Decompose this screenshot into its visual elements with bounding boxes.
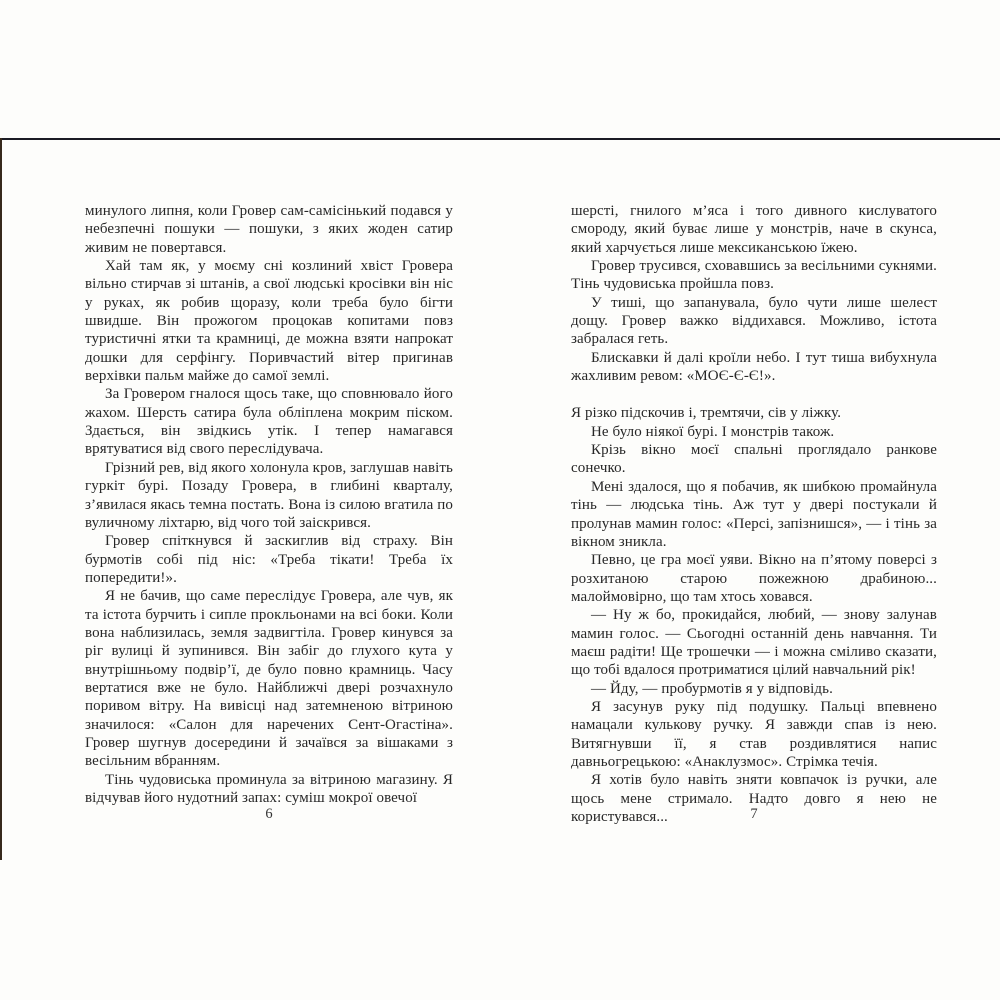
paragraph: Грізний рев, від якого холонула кров, заглушав навіть гуркіт бурі. Позаду Гровера, в глибині кварталу, з’явилася якась темна постать. Вона із силою вгатила по вуличному ліхтарю, від чого той заіскрився. xyxy=(85,459,453,531)
paragraph: Я не бачив, що саме переслідує Гровера, але чув, як та істота бурчить і сипле прокльонами на всі боки. Коли вона наблизилась, земля задвигтіла. Гровер кинувся за ріг вулиці й зупинився. Він забіг до глухого кута у внутрішньому подвір’ї, де було повно крамниць. Часу вертатися вже не було. Найближчі двері розчахнуло поривом вітру. На вивісці над затемненою вітриною значилося: «Салон для наречених Сент-Огастіна». Гровер шугнув досередини й зачаївся за вішаками з весільним вбранням. xyxy=(85,588,453,770)
paragraph: Тінь чудовиська проминула за вітриною магазину. Я відчував його нудотний запах: суміш мокрої овечої xyxy=(85,771,453,806)
paragraph: Крізь вікно моєї спальні проглядало ранкове сонечко. xyxy=(571,442,937,477)
paragraph: У тиші, що запанувала, було чути лише шелест дощу. Гровер важко віддихався. Можливо, істота забралася геть. xyxy=(571,294,937,348)
paragraph: Гровер спіткнувся й заскиглив від страху. Він бурмотів собі під ніс: «Треба тікати! Треба їх попередити!». xyxy=(85,533,453,586)
paragraph: Блискавки й далі кроїли небо. І тут тиша вибухнула жахливим ревом: «МОЄ-Є-Є!». xyxy=(571,349,937,385)
paragraph-scene-break: Я різко підскочив і, тремтячи, сів у ліжку. xyxy=(571,405,842,422)
page-number-right: 7 xyxy=(750,806,758,822)
page-number-left: 6 xyxy=(265,806,273,822)
paragraph: шерсті, гнилого м’яса і того дивного кислуватого смороду, який буває лише у монстрів, наче в скунса, який харчується лише мексиканською їжею. xyxy=(571,203,937,256)
scan-top-edge-line xyxy=(0,138,1000,140)
paragraph: Я засунув руку під подушку. Пальці впевнено намацали кулькову ручку. Я завжди спав із нею. Витягнувши її, я став роздивлятися напис давньогрецькою: «Анаклузмос». Стрімка течія. xyxy=(571,698,937,770)
paragraph: Я хотів було навіть зняти ковпачок із ручки, але щось мене стримало. Надто довго я нею не користувався... xyxy=(571,772,937,825)
scan-left-edge-line xyxy=(0,138,2,860)
page-left-text-column xyxy=(85,202,453,807)
page-right-text-column xyxy=(571,202,937,826)
paragraph: — Ну ж бо, прокидайся, любий, — знову залунав мамин голос. — Сьогодні останній день навчання. Ти маєш радіти! Ще трошечки — і можна сміливо сказати, що тобі вдалося протриматися цілий навчальний рік! xyxy=(571,607,937,679)
paragraph: — Йду, — пробурмотів я у відповідь. xyxy=(591,680,833,697)
paragraph: Гровер трусився, сховавшись за весільними сукнями. Тінь чудовиська пройшла повз. xyxy=(571,258,937,293)
paragraph: Не було ніякої бурі. І монстрів також. xyxy=(591,423,835,440)
paragraph: Хай там як, у моєму сні козлиний хвіст Гровера вільно стирчав зі штанів, а свої людські кросівки він ніс у руках, як робив щоразу, коли треба було бігти швидше. Він прожогом процокав копитами повз туристичні ятки та крамниці, де можна взяти напрокат дошки для серфінгу. Поривчастий вітер пригинав верхівки пальм майже до самої землі. xyxy=(85,258,453,385)
paragraph: Мені здалося, що я побачив, як шибкою промайнула тінь — людська тінь. Аж тут у двері постукали й пролунав мамин голос: «Персі, запізнишся», — і тінь за вікном зникла. xyxy=(571,478,937,550)
paragraph: Певно, це гра моєї уяви. Вікно на п’ятому поверсі з розхитаною старою пожежною драбиною... малоймовірно, що там хтось ховався. xyxy=(571,552,937,605)
paragraph: минулого липня, коли Гровер сам-самісінький подався у небезпечні пошуки — пошуки, з яких жоден сатир живим не повертався. xyxy=(85,203,453,256)
paragraph: За Гровером гналося щось таке, що сповнювало його жахом. Шерсть сатира була обліплена мокрим піском. Здається, він звідкись утік. І тепер намагався врятуватися від свого переслідувача. xyxy=(85,386,453,458)
